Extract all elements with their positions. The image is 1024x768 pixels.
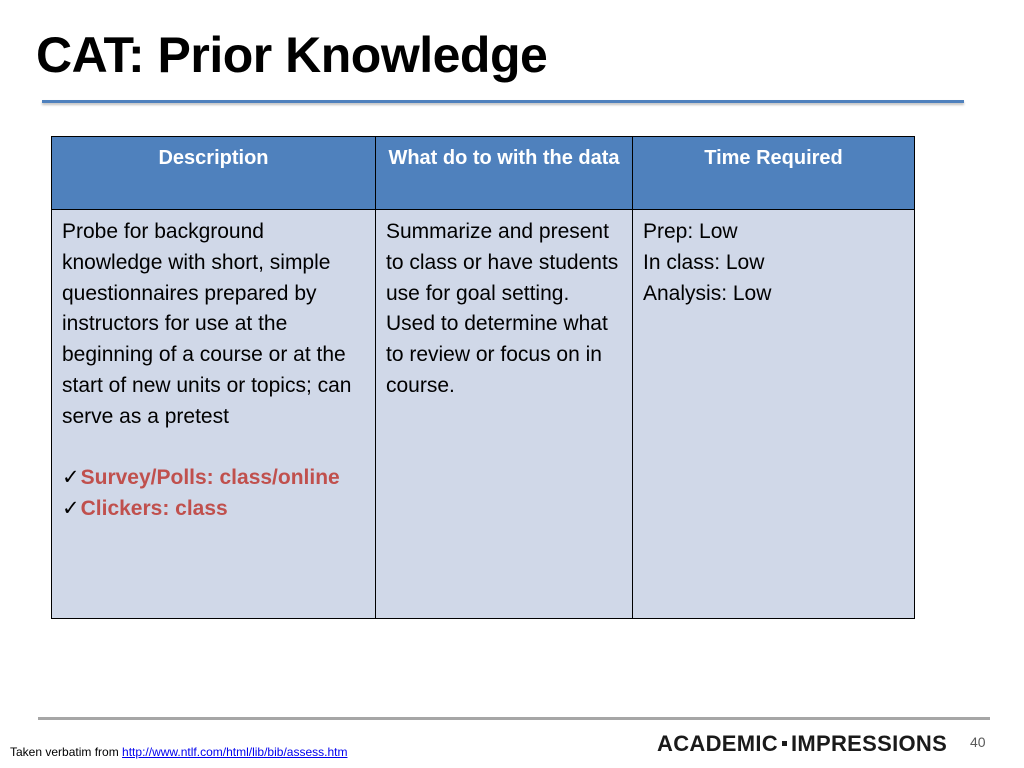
- check-item-label: Survey/Polls: class/online: [80, 466, 340, 490]
- header-description: Description: [52, 137, 376, 210]
- academic-impressions-logo: [657, 731, 947, 757]
- title-underline: [42, 100, 964, 103]
- logo-text-right: IMPRESSIONS: [790, 731, 948, 756]
- logo-dot-icon: [782, 741, 787, 746]
- check-item-clickers: [62, 494, 365, 525]
- footer-divider: [38, 717, 990, 720]
- table-header-row: [52, 137, 915, 210]
- cat-table: [51, 136, 915, 619]
- source-link[interactable]: http://www.ntlf.com/html/lib/bib/assess.htm: [122, 745, 348, 759]
- header-what-to-do: What do to with the data: [376, 137, 633, 210]
- source-citation: [10, 745, 347, 759]
- description-text: Probe for background knowledge with short, simple questionnaires prepared by instructors for use at the beginning of a course or at the start of new units or topics; can serve as a pretest: [62, 220, 352, 428]
- slide-title: CAT: Prior Knowledge: [36, 27, 548, 83]
- time-analysis: Analysis: Low: [643, 281, 772, 305]
- table-row: [52, 210, 915, 619]
- action-cell: [376, 210, 633, 619]
- action-text: Summarize and present to class or have students use for goal setting. Used to determine what to review or focus on in course.: [386, 220, 619, 397]
- logo-text-left: ACADEMIC: [657, 731, 778, 756]
- time-cell: [633, 210, 915, 619]
- check-item-label: Clickers: class: [80, 497, 228, 521]
- time-prep: Prep: Low: [643, 220, 738, 243]
- checkmark-icon: ✓: [62, 497, 80, 521]
- header-time-required: Time Required: [633, 137, 915, 210]
- check-list: [62, 463, 365, 525]
- checkmark-icon: ✓: [62, 466, 80, 490]
- description-cell: [52, 210, 376, 619]
- check-item-survey: [62, 463, 365, 494]
- page-number: 40: [970, 734, 986, 750]
- source-prefix: Taken verbatim from: [10, 745, 123, 759]
- time-in-class: In class: Low: [643, 250, 765, 274]
